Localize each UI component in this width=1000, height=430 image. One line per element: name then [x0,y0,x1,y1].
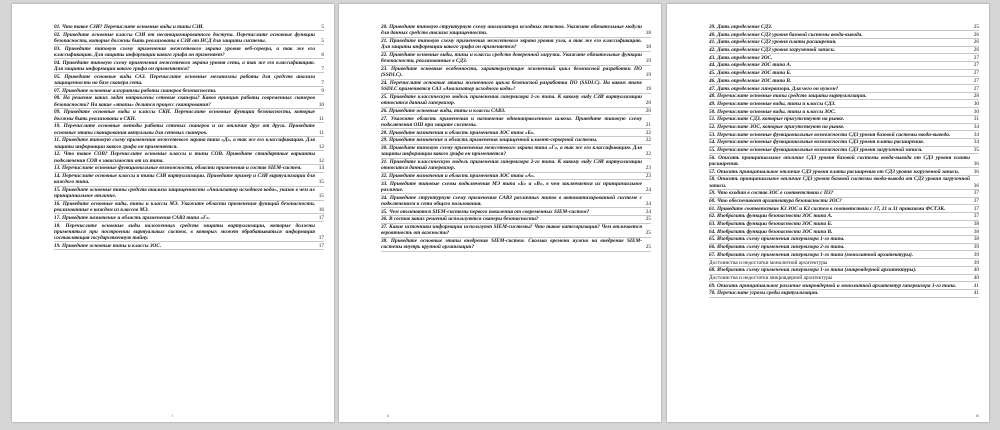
toc-entry-page: 11 [318,115,324,122]
toc-entry-text: 25. Приведите классическую модель применения гипервизора 1-го типа. К какому виду СЗИ виртуализации относится данный гипервизор. [381,93,642,107]
toc-entry-page: 37 [973,213,979,220]
toc-entry-page: 40 [973,267,979,274]
toc-entry-text: Достоинства и недостатки монолитной архитектуры [709,259,828,266]
toc-entry-text: 21. Приведите типовую схему применения межсетевого экрана уровня узла, а так же его классификацию. Для защиты информации какого грифа он применяется? [381,37,642,51]
toc-entry-page: 37 [973,205,979,212]
toc-entry-text: 51. Перечислите СДЗ, которые присутствуют на рынке. [709,116,845,123]
toc-entry-text: 23. Приведите основные особенности, характеризующие жизненный цикл безопасной разработки ПО (SSDLC). [381,65,642,79]
toc-entry-page: 17 [318,242,324,249]
toc-entry[interactable] [54,60,324,74]
toc-entry[interactable] [54,32,324,46]
toc-entry[interactable] [709,252,979,259]
toc-entry-page: 26 [973,47,979,54]
toc-entry[interactable] [709,32,979,39]
toc-entry[interactable] [381,116,651,130]
toc-entry-text: 52. Перечислите ЗОС, которые присутствуют на рынке. [709,123,845,130]
toc-entry[interactable] [709,260,979,267]
toc-entry-page: 9 [321,87,324,94]
toc-entry[interactable] [709,198,979,205]
toc-entry-text: 53. Перечислите основные функциональные возможности СДЗ уровня базовой системы ввода-вывода. [709,131,951,138]
toc-entry-page: 27 [973,62,979,69]
toc-entry-text: 02. Приведите основные классы СЗИ от несанкционированного доступа. Перечислите основные функции безопасности, которые должны быть реализованы в СЗИ от НСД для защиты системы. [54,31,315,44]
toc-entry-page: 37 [973,190,979,197]
toc-entry-text: 31. Приведите классическую модель применения гипервизора 2-го типа. К какому виду СЗИ виртуализации относится данный гипервизор. [381,158,642,172]
toc-entry[interactable] [54,151,324,165]
toc-entry-text: 45. Дать определение ЗОС типа Б. [709,70,792,77]
toc-entry[interactable] [709,55,979,62]
toc-entry-text: 36. В состав каких решений используются сканеры безопасности? [381,216,539,223]
toc-entry[interactable] [709,47,979,54]
toc-entry-text: 28. Приведите назначения и область применения ЗОС типа «Б». [381,129,535,136]
toc-entry-page: 19 [645,72,651,79]
toc-entry[interactable] [709,155,979,169]
toc-entry-page: 12 [318,157,324,164]
toc-entry-page: 16 [318,207,324,214]
toc-entry-page: 31 [973,116,979,123]
table-of-contents [381,24,651,408]
toc-entry-page: 17 [318,214,324,221]
toc-entry-text: 26. Приведите основные виды, типы и классы САВЗ. [381,107,506,114]
toc-entry-page: 25 [645,244,651,251]
toc-entry[interactable] [54,137,324,151]
toc-entry-text: 61. Приведите соответствие КЗ ЗОС и КЗ систем в соответствии с 17, 21 и 31 приказами ФСТЭК. [709,205,946,212]
toc-entry[interactable] [381,38,651,52]
toc-entry-page: 34 [973,139,979,146]
toc-entry[interactable] [54,95,324,109]
toc-entry-text: 50. Перечислите основные виды, типы и классы ЗОС. [709,108,836,115]
toc-entry-text: 29. Приведите назначение и область применения защищенной клиент-серверной системы. [381,137,598,144]
toc-entry-page: 24 [645,186,651,193]
toc-entry[interactable] [54,88,324,95]
toc-entry-page: 41 [973,282,979,289]
toc-entry[interactable] [54,243,324,250]
toc-entry-text: 09. Приведите основные виды и классы СКН. Перечислите основные функции безопасности, которые должны быть реализованы в СКН. [54,109,315,122]
toc-entry-text: 05. Приведите основные виды САЗ. Перечислите основные механизмы работы для средств анализа защищенности на базе сканера сети. [54,73,315,86]
toc-entry-page: 18 [645,30,651,37]
toc-entry-page: 28 [973,93,979,100]
toc-entry-text: 15. Приведите основные типы средств анализа защищенности «Анализатор исходного кода», указав в чем их принципиальное отличие. [54,186,315,200]
toc-entry-text: 20. Приведите типовую структурную схему анализатора исходных текстов. Укажите обязательные модули для данных средств анализа защищенности. [381,24,642,37]
toc-entry-page: 27 [973,70,979,77]
document-page-3 [667,4,989,422]
toc-entry-page: 7 [321,79,324,86]
toc-entry-page: 27 [973,77,979,84]
toc-entry[interactable] [709,139,979,146]
toc-entry-text: 18. Перечислите основные виды наложенных средств защиты виртуализации, которые должны применяться при построении виртуальных систем, в которых может обрабатываться информация составляющая государственную тайну. [54,222,315,242]
toc-entry-text: 67. Изобразить схему применения гипервизора 1-го типа (монолитной архитектуры). [709,251,914,258]
toc-entry-text: 70. Перечислите угрозы среды виртуализации. [709,290,819,297]
toc-entry[interactable] [709,236,979,243]
toc-entry[interactable] [381,216,651,223]
toc-entry-text: 57. Описать принципиальное отличие СДЗ уровня платы расширения от СДЗ уровня загрузочной записи. [709,168,960,175]
toc-entry[interactable] [54,187,324,201]
toc-entry[interactable] [54,46,324,60]
toc-entry-text: 46. Дать определение ЗОС типа В. [709,77,792,84]
toc-entry[interactable] [709,101,979,108]
toc-entry-text: 58. Описать принципиальное отличие СДЗ уровня базовой системы ввода-вывода от СДЗ уровня загрузочной записи. [709,176,970,189]
toc-entry[interactable] [54,173,324,187]
toc-entry-text: 44. Дать определение ЗОС типа А. [709,62,792,69]
toc-entry-page: 30 [973,100,979,107]
toc-entry-text: 01. Что такое СЗИ? Перечислите основные виды и типы СЗИ. [54,24,204,30]
toc-entry[interactable] [709,93,979,100]
page-number: ii [387,413,389,418]
toc-entry-page: 22 [645,151,651,158]
toc-entry-text: 56. Описать принципиальное отличие СДЗ уровня базовой системы ввода-вывода от СДЗ уровня платы расширения. [709,154,970,167]
table-of-contents [709,24,979,408]
toc-entry[interactable] [381,80,651,94]
toc-entry-page: 5 [321,37,324,44]
toc-entry-page: 35 [973,147,979,153]
toc-entry-text: Достоинства и недостатки микроядерной архитектуры [709,274,833,281]
toc-entry-text: 59. Что входит в состав ЗОС в соответствии с ПЗ? [709,190,834,197]
toc-entry[interactable] [381,24,651,38]
toc-entry-text: 69. Описать принципиальное различие микроядерной и монолитной архитектур гипервизора 1-го типа. [709,282,957,289]
toc-entry[interactable] [381,108,651,115]
toc-entry[interactable] [381,159,651,173]
toc-entry-page: 10 [318,101,324,108]
toc-entry-text: 47. Дать определение гипервизора. Для чего он нужен? [709,85,839,92]
toc-entry-text: 24. Перечислите основные этапы жизненного цикла безопасной разработки ПО (SSDLC). На каком этапе SSDLC применяется САЗ «Анализатор исходного кода»? [381,79,642,93]
toc-entry[interactable] [381,52,651,66]
toc-entry-text: 11. Приведите типовую схему применения межсетевого экрана типа «Д», а так же его классификацию. Для защиты информации какого грифа он применяется. [54,137,315,150]
toc-entry-text: 43. Дать определение ЗОС. [709,54,773,61]
toc-entry-page: 19 [645,86,651,93]
toc-entry-text: 13. Перечислите основные функциональные возможности, области применения и состав SIEM-систем. [54,165,302,172]
toc-entry-page: 23 [645,165,651,172]
toc-entry[interactable] [54,201,324,215]
toc-entry-page: 20 [645,107,651,114]
toc-entry-page: 39 [973,244,979,251]
toc-entry-page: 26 [973,39,979,46]
document-page-1 [12,4,334,422]
toc-entry-page: 27 [973,54,979,61]
toc-entry-page: 24 [645,208,651,215]
toc-entry[interactable] [381,137,651,144]
toc-entry[interactable] [54,24,324,31]
toc-entry[interactable] [709,283,979,290]
toc-entry-page: 34 [973,131,979,138]
toc-entry-page: 41 [973,290,979,297]
toc-entry-text: 35. Чем отличаются SIEM-системы первого поколения от современных SIEM-систем? [381,208,590,215]
toc-entry-text: 40. Дать определение СДЗ уровня базовой системы ввода-вывода. [709,31,863,38]
toc-entry-text: 04. Приведите типовую схему применения межсетевого экрана уровня сети, а так же его классификацию. Для защиты информации какого грифа он применяется? [54,59,315,72]
toc-entry-text: 03. Приведите типовую схему применения межсетевого экрана уровня веб-сервера, а так же его классификацию. Для защиты информации какого грифа он применяет? [54,45,315,58]
toc-entry-page: 39 [973,259,979,266]
toc-entry-page: 18 [645,44,651,51]
toc-entry[interactable] [709,132,979,139]
toc-entry-page: 25 [645,216,651,223]
toc-entry-page: 34 [973,123,979,130]
toc-entry[interactable] [381,130,651,137]
toc-entry[interactable] [381,238,651,252]
toc-entry-page: 25 [645,230,651,237]
toc-entry[interactable] [709,290,979,297]
toc-entry[interactable] [381,94,651,108]
toc-entry[interactable] [709,176,979,190]
toc-entry-text: 34. Приведите структурную схему применения САВЗ различных типов в автоматизированной системе с подключением к сети общего пользования. [381,194,642,207]
toc-entry-text: 65. Изобразить схему применения гипервизора 1-го типа. [709,236,845,243]
toc-entry[interactable] [381,145,651,159]
toc-entry[interactable] [709,275,979,282]
toc-entry[interactable] [709,213,979,220]
toc-entry-page: 39 [973,251,979,258]
toc-entry[interactable] [709,229,979,236]
toc-entry-text: 19. Приведите основные типы и классы ЗОС. [54,242,162,249]
toc-entry[interactable] [709,169,979,176]
toc-entry-text: 41. Дать определение СДЗ уровня платы расширения. [709,39,837,46]
document-page-2 [339,4,661,422]
toc-entry[interactable] [709,70,979,77]
toc-entry-page: 14 [318,165,324,172]
toc-entry[interactable] [54,74,324,88]
toc-entry[interactable] [381,173,651,180]
toc-entry[interactable] [381,209,651,216]
toc-entry-text: 66. Изобразить схему применения гипервизора 2-го типа. [709,244,845,251]
toc-entry-text: 37. Какие источники информации используют SIEM-системы? Что такое категоризация? Чем отличается вероятность от важности? [381,223,642,237]
toc-entry-page: 12 [318,143,324,150]
toc-entry-page: 22 [645,129,651,136]
toc-entry[interactable] [709,24,979,31]
toc-entry-text: 30. Приведите типовую схему применения межсетевого экрана типа «Г», а так же его классификацию. Для защиты информации какого грифа он применяется? [381,144,642,158]
toc-entry[interactable] [381,195,651,209]
toc-entry-page: 7 [321,65,324,72]
toc-entry[interactable] [709,116,979,123]
page-number: iii [976,413,979,418]
toc-entry-text: 17. Приведите назначение и область применения САВЗ типа «Г». [54,214,211,221]
toc-entry-text: 49. Перечислите основные виды, типы и классы СДЗ. [709,100,836,107]
toc-entry-text: 33. Приведите типовые схемы подключения МЭ типа «Б» и «В», в чем заключается их принципиальное различие. [381,180,642,193]
table-of-contents [54,24,324,408]
toc-entry-text: 48. Перечислите основные типы средств защиты виртуализации. [709,93,867,100]
toc-entry-page: 38 [973,236,979,243]
toc-entry[interactable] [709,190,979,197]
toc-entry-page: 30 [973,108,979,115]
toc-entry[interactable] [709,109,979,116]
toc-entry-text: 55. Перечислите основные функциональные возможности СДЗ уровня загрузочной записи. [709,147,923,153]
toc-entry[interactable] [709,221,979,228]
toc-entry-text: 14. Перечислите основные классы и типы СЗИ виртуализации. Приведите пример и СЗИ виртуализации для каждого типа. [54,172,315,186]
toc-entry-text: 10. Перечислите основные методы работы сетевых сканеров и их отличие друг от друга. Приведите основные этапы сканирования актуальны для сетевых сканеров. [54,123,315,136]
toc-entry-page: 40 [973,274,979,281]
toc-entry[interactable] [709,39,979,46]
toc-entry-page: 38 [973,221,979,228]
toc-entry-page: 17 [318,235,324,242]
toc-entry-page: 21 [645,121,651,128]
toc-entry-page: 24 [645,200,651,207]
toc-entry-page: 11 [318,129,324,136]
toc-entry[interactable] [709,206,979,213]
toc-entry[interactable] [54,109,324,123]
toc-entry-page: 15 [318,179,324,186]
toc-entry-page: 25 [973,24,979,30]
toc-entry-page: 26 [973,31,979,38]
toc-entry-page: 22 [645,137,651,144]
toc-entry-text: 32. Приведите назначения и область применения ЗОС типа «А». [381,172,536,179]
toc-entry[interactable] [709,147,979,154]
toc-entry[interactable] [381,66,651,80]
toc-entry-text: 08. На решение каких задач направлены сетевые сканеры? Каков принцип работы современных сканеров безопасности? На какие «этапы» делится процесс сканирования? [54,95,315,108]
toc-entry[interactable] [54,215,324,222]
toc-entry-page: 5 [321,24,324,30]
toc-entry-text: 68. Изобразить схему применения гипервизора 1-го типа (микроядерной архитектуры). [709,267,917,274]
toc-entry[interactable] [54,123,324,137]
toc-entry[interactable] [709,86,979,93]
toc-entry[interactable] [709,267,979,274]
toc-entry[interactable] [381,181,651,195]
toc-entry-page: 27 [973,85,979,92]
toc-entry-text: 60. Что обеспечивает архитектура безопасности ЗОС? [709,198,842,205]
toc-entry[interactable] [709,62,979,69]
toc-entry-page: 38 [973,228,979,235]
toc-entry-text: 12. Что такое СОВ? Перечислите основные классы и типы СОВ. Приведите стандартные варианты подключения СОВ в зависимости от их типа. [54,151,315,164]
toc-entry-text: 38. Приведите основные этапы внедрения SIEM-систем. Сколько времени нужно на внедрение SIEM-системы внутрь крупной организации? [381,237,642,251]
toc-entry[interactable] [709,124,979,131]
toc-entry-text: 62. Изобразить функции безопасности ЗОС типа А. [709,213,833,220]
toc-entry-text: 39. Дать определение СДЗ. [709,24,773,30]
toc-entry-page: 6 [321,51,324,58]
toc-entry-text: 63. Изобразить функции безопасности ЗОС типа Б. [709,221,833,228]
toc-entry-text: 54. Перечислите основные функциональные возможности СДЗ уровня платы расширения. [709,139,925,146]
page-number: i [172,413,173,418]
toc-entry[interactable] [54,165,324,172]
toc-entry-page: 23 [645,172,651,179]
toc-entry[interactable] [709,244,979,251]
toc-entry-page: 36 [973,160,979,167]
toc-entry-text: 07. Приведите основные алгоритмы работы сканеров безопасности. [54,87,217,94]
toc-entry-text: 16. Приведите основные виды, типы и классы МЭ. Укажите области применения функций безопасности, реализованные в каждом из классов МЭ. [54,200,315,214]
toc-entry-page: 19 [645,58,651,65]
toc-entry-text: 42. Дать определение СДЗ уровня загрузочной записи. [709,47,836,54]
toc-entry-text: 27. Укажите область применения и назначение однонаправленного шлюза. Приведите типовую схему подключения ОШ при защите системы. [381,115,642,128]
toc-entry[interactable] [381,224,651,238]
toc-entry-text: 64. Изобразить функции безопасности ЗОС типа В. [709,228,833,235]
toc-entry-page: 37 [973,198,979,205]
toc-entry[interactable] [54,223,324,243]
toc-entry-page: 36 [973,168,979,175]
toc-entry[interactable] [709,78,979,85]
toc-entry-page: 36 [973,182,979,189]
toc-entry-text: 22. Приведите основные виды, типы и классы средств доверенной загрузки. Укажите обязательные функции безопасности, реализованные в СДЗ. [381,51,642,65]
toc-entry-page: 15 [318,193,324,200]
toc-entry-page: 20 [645,100,651,107]
